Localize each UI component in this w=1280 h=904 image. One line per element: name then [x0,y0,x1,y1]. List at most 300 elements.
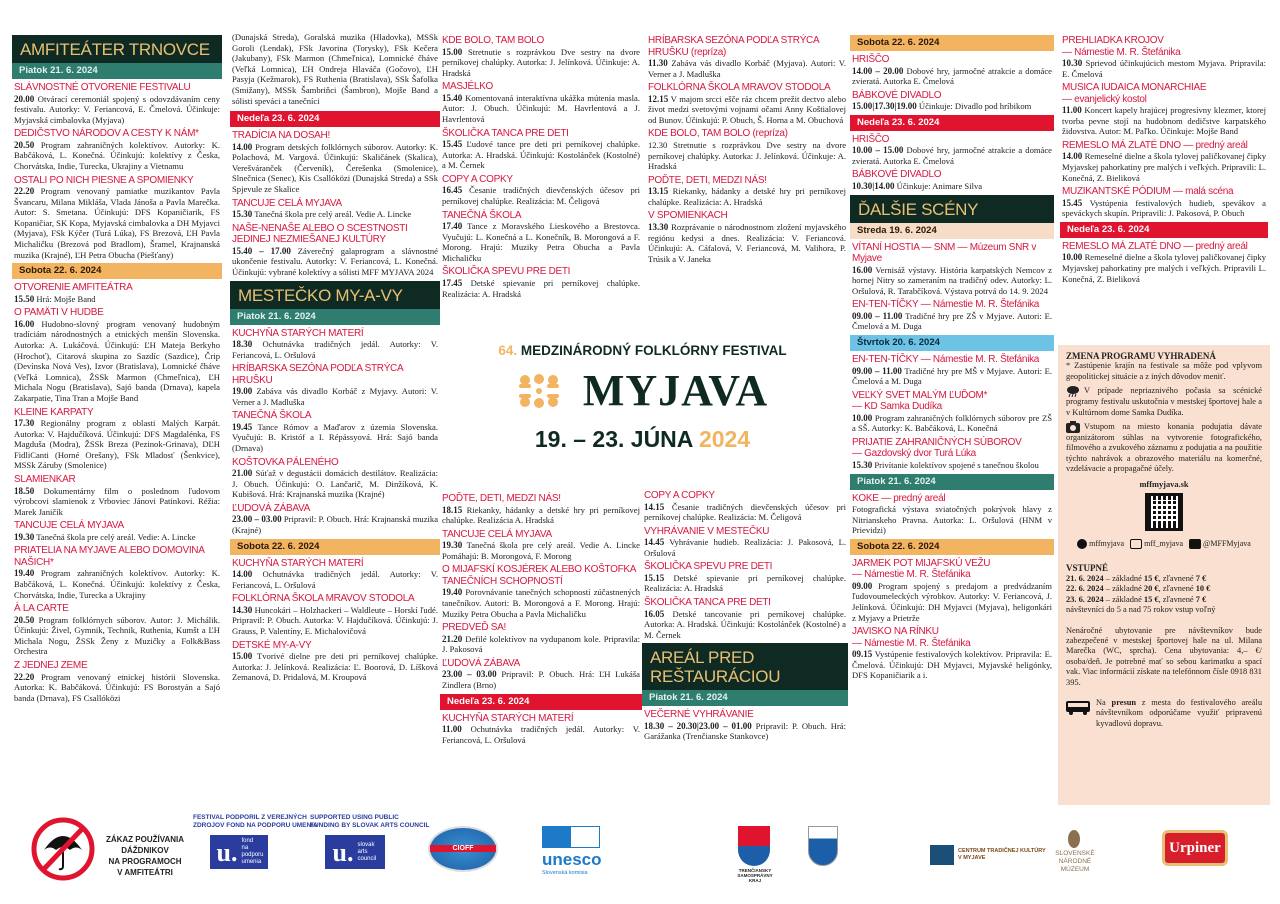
program-title-text: VEĽKÝ SVET MALÝM ĽUĎOM* [852,389,988,401]
program-time: 16.00 [14,318,35,329]
program-title-text: Z JEDNEJ ZEME [14,660,88,672]
info-title: ZMENA PROGRAMU VYHRADENÁ [1066,351,1216,361]
program-description [232,209,438,220]
program-text: Dobové hry, jarmočné atrakcie a domáce zvieratá. Autorka E. Čmelová [852,65,1052,87]
program-time: 23.00 – 03.00 [442,669,497,680]
program-description [14,94,220,126]
program-description [14,615,220,657]
program-item [440,493,642,526]
program-title-text: KUCHYŇA STARÝCH MATERÍ [232,327,364,339]
program-title [644,526,846,538]
program-title [1062,241,1266,253]
myjava-coat-of-arms [808,826,838,866]
program-title [852,134,1052,146]
program-description [14,486,220,518]
program-item [850,390,1054,434]
program-time: 15.15 [644,572,665,583]
program-time: 22.20 [14,671,35,682]
program-time: 09.15 [852,649,873,660]
program-description [644,502,846,523]
program-text: Vystúpenie festivalových kolektívov. Pripravila: E. Čmelová. Účinkujú: DH Myjavci, Myjavské heligónky, DFS Kopaničiarik a i. [852,649,1052,681]
ctk-logo-icon [930,845,954,865]
program-title [14,175,220,187]
no-umbrella-icon [30,816,96,882]
program-text: Huncokári – Holzhackeri – Waldleute – Horskí ľudé. Pripravil: P. Obuch. Autorka: V. Hajdučíková. Účinkujú: J. Grauss, P. Valentíny, E. Michalovičová [232,604,438,636]
day-bar: Štvrtok 20. 6. 2024 [850,335,1054,351]
day-bar: Sobota 22. 6. 2024 [230,539,440,555]
instagram-link[interactable]: mff_myjava [1130,539,1183,549]
program-time: 18.15 [442,504,463,515]
program-description [644,573,846,594]
program-time: 21.20 [442,633,463,644]
ticket-row [1066,584,1262,594]
program-title [644,490,846,502]
program-time: 15.45 [442,139,463,150]
program-time: 18.30 – 20.30|23.00 – 01.00 [644,720,752,731]
program-title [14,407,220,419]
ticket-label: , zľavnené [1158,573,1196,583]
program-title-text: ŠKOLIČKA TANCA PRE DETI [644,597,771,609]
program-title-text: MASJÉLKO [442,81,493,93]
program-title [648,128,846,140]
program-title-text: POĎTE, DETI, MEDZI NÁS! [442,493,561,504]
youtube-link[interactable]: @MFFMyjava [1189,539,1251,549]
program-item [230,328,440,361]
program-time: 11.30 [648,58,668,68]
program-text: Zabáva vás divadlo Korbáč (Myjava). Autori: V. Verner a J. Madluška [648,58,847,79]
program-description [852,413,1052,434]
program-text: Tradičné hry pre MŠ v Myjave. Autori: E. Čmelová a M. Duga [852,365,1052,387]
program-title [852,169,1052,181]
day-bar: Nedeľa 23. 6. 2024 [1060,222,1268,238]
program-title [232,640,438,652]
day-bar: Nedeľa 23. 6. 2024 [850,115,1054,131]
program-item [1060,140,1268,183]
program-item [440,210,642,264]
program-time: 16.05 [644,608,665,619]
bus-note: Na presun z mesta do festivalového areálu návštevníkom odporúčame využiť pripravenú kyvadlovú dopravu. [1066,698,1262,729]
program-item [850,437,1054,471]
program-title-text: TRADÍCIA NA DOSAH! [232,130,330,142]
program-title [442,622,640,634]
rain-cloud-icon [1066,385,1080,397]
program-text: Ochutnávka tradičných jedál. Autorky: V. Feriancová, L. Oršulová [232,569,438,590]
program-title [852,626,1052,649]
bus-icon [1066,701,1090,715]
program-item [850,354,1054,387]
program-venue: — Námestie M. R. Štefánika [920,299,1040,311]
day-bar: Piatok 21. 6. 2024 [850,474,1054,490]
info-box [1058,345,1270,805]
program-time: 16.00 [852,264,873,275]
program-text: Ochutnávka tradičných jedál. Autorky: V. Feriancová, L. Oršulová [442,724,640,745]
program-item [850,134,1054,167]
program-title-text: PRIJATIE ZAHRANIČNÝCH SÚBOROV [852,436,1022,448]
program-description [442,505,640,526]
program-item [850,169,1054,191]
day-bar: Sobota 22. 6. 2024 [12,263,222,279]
program-text: Detské tancovanie pri perníkovej chalúpke. Autorka: A. Hradská. Účinkujú: Kostolánček (Kostolné) a M. Černek [644,608,847,640]
program-text: Účinkuje: Divadlo pod hríbikom [918,101,1032,112]
program-title [648,82,846,94]
program-text: Remeselné dielne a škola tylovej paličkovanej čipky Myjavskej pahorkatiny pre malých i veľkých. Pripravili L. Konečná, Z. Bieliková [1062,252,1266,284]
program-text: Privítanie kolektívov spojené s tanečnou školou [874,459,1039,470]
program-title [1062,186,1266,198]
program-text: Pripravil: P. Obuch. Hrá: Garážanka (Trenčianske Stankovce) [644,720,846,742]
venue-header: AMFITEÁTER TRNOVCE [12,35,222,63]
program-description [648,186,846,207]
program-description [442,587,640,619]
facebook-icon [1077,539,1087,549]
program-item [646,210,848,264]
day-bar: Piatok 21. 6. 2024 [642,690,848,706]
program-description [14,186,220,260]
program-title-text: COPY A COPKY [644,490,715,501]
program-item [440,658,642,691]
program-description [232,422,438,454]
program-text: Remeselné dielne a škola tylovej paličkovanej čipky Myjavskej pahorkatiny pre malých i veľkých. Pripravili: L. Konečná, Z. Bieliková [1062,151,1266,183]
program-title-text: HRIŠČO [852,133,890,145]
program-item [642,709,848,742]
program-text: Dokumentárny film o poslednom ľudovom výrobcovi slamienok z Vrboviec Jánovi Patinkovi. Réžia: Marek Janičík [14,485,220,517]
program-title [232,130,438,142]
program-title [852,242,1052,265]
program-time: 19.30 [442,540,463,551]
program-item [230,130,440,194]
program-text: Vystúpenia festivalových hudieb, spevákov a speváckych skupín. Pripravili: J. Pakosová, P. Obuch [1062,197,1267,219]
program-time: 10.30|14.00 [852,180,895,191]
accommodation-note: Nenáročné ubytovanie pre návštevníkov bude zabezpečené v mestskej športovej hale na ul. Milana Marečka (WC, sprcha). Cena ubytovania: 4,– €/ osoba/deň. Je potrebné mať so sebou karimatku a spací vak. Viac informácií získate na telefónnom čísle 0918 831 395. [1066,625,1262,687]
program-title-text: HRIŠČO [852,54,890,65]
program-title-text: SLÁVNOSTNÉ OTVORENIE FESTIVALU [14,82,191,93]
program-item [230,558,440,591]
program-item [646,35,848,79]
program-item [12,603,222,657]
program-item [12,282,222,304]
program-time: 09.00 [852,580,873,591]
program-description [442,540,640,561]
day-bar: Streda 19. 6. 2024 [850,223,1054,239]
ticket-label: , zľavnené [1158,584,1196,594]
program-description [852,581,1052,623]
program-venue: — predný areál [1183,139,1248,151]
program-description [442,669,640,690]
program-item [1060,186,1268,219]
program-time: 14.30 [232,604,253,615]
program-description [648,58,846,79]
snm-logo: SLOVENSKÉ NÁRODNÉ MÚZEUM [1055,850,1095,873]
program-title-text: EN-TEN-TÍČKY [852,299,919,311]
program-text: Česanie tradičných dievčenských účesov pri perníkovej chalúpke. Realizácia: M. Čeligová [644,501,846,523]
program-title-text: TANCUJE CELÁ MYJAVA [232,197,342,209]
program-time: 11.00 [442,724,462,735]
program-title [232,328,438,340]
program-title [232,223,438,246]
program-description [852,504,1052,536]
program-title-text: JARMEK POT MIJAFSKÚ VEŽU [852,557,991,569]
program-item [230,223,440,278]
program-title [232,363,438,386]
program-title [648,210,846,222]
program-time: 14.00 [232,569,253,580]
program-venue: — Námestie M. R. Štefánika [920,354,1040,366]
program-time: 14.00 [1062,151,1083,162]
facebook-link[interactable]: mffmyjava [1077,539,1124,549]
program-text: Otvárací ceremoniál spojený s odovzdávaním ceny festivalu. Autorky: V. Feriancová, E. Čmelová. Účinkuje: Myjavská cimbalovka (Myjava) [14,93,220,125]
cioff-logo: CIOFF [428,826,498,872]
sponsors-footer: ZÁKAZ POUŽÍVANIA DÁŽDNIKOV NA PROGRAMOCH V AMFITEÁTRI FESTIVAL PODPORIL Z VEREJNÝCH ZDROJOV FOND NA PODPORU UMENIA u. fond na podporu umenia SUPPORTED USING PUBLIC FUNDING BY SLOVAK ARTS COUNCIL u. slovak arts council CIOFF unesco Slovenská komisia TRENČIANSKY SAMOSPRÁVNY KRAJ CENTRUM TRADIČNEJ KULTÚRY V MYJAVE SLOVENSKÉ NÁRODNÉ MÚZEUM Urpiner [0,812,1280,904]
program-title-text: V SPOMIENKACH [648,210,728,222]
program-time: 15.30 [232,209,253,220]
umbrella-notice: ZÁKAZ POUŽÍVANIA DÁŽDNIKOV NA PROGRAMOCH V AMFITEÁTRI [105,835,185,877]
program-text: Hrá: Mojše Band [36,293,96,304]
program-description [232,651,438,683]
asterisk-note: * Zastúpenie krajín na festivale sa môže pod vplyvom geopolitickej situácie a z iných dôvodov meniť. [1066,361,1262,381]
program-title [852,558,1052,581]
program-time: 21.00 [232,468,253,479]
ticket-prices [1066,574,1262,605]
program-item [850,242,1054,297]
program-text: Program venovaný etnickej histórii Slovenska. Autorka: K. Babčáková. Účinkujú: FS Borostyán a Sajó banda (Drnava), FS Csallóközi [14,671,220,703]
program-title-text: FOLKLÓRNA ŠKOLA MRAVOV STODOLA [232,593,415,605]
program-text: Koncert kapely hrajúcej progresívny klezmer, ktorej tvorba pevne stojí na hudobnom dedičstve karpatského židovstva. Autor: M. Paľko. Účinkuje: Mojše Band [1062,105,1267,137]
program-title-text: PREHLIADKA KROJOV [1062,35,1164,46]
program-description [232,386,438,407]
program-description [14,140,220,172]
program-text: Tance Rómov a Maďarov z územia Slovenska. Vyučujú: B. Kristóf a I. Répássyová. Hrá: Sajó banda (Drnava) [232,421,438,454]
ticket-date: 22. 6. 2024 [1066,584,1104,594]
ticket-full-price: 15 € [1143,573,1159,583]
program-title-text: TANCUJE CELÁ MYJAVA [442,528,552,540]
program-venue: — Námestie M. R. Štefánika [1062,46,1181,58]
program-description [232,142,438,195]
program-item [12,128,222,171]
program-title [852,437,1052,460]
program-title-text: O MIJAFSKÍ KOSJÉREK ALEBO KOŠTOFKA TANEČNÍCH SCHOPNOSTÍ [442,564,636,587]
program-description [442,634,640,655]
program-text: Porovnávanie tanečných schopností zúčastnených tanečníkov. Autori: B. Morongová a F. Morong. Hrajú: Muziky Petra Obucha a Pavla Michaličku [442,587,640,619]
program-time: 09.00 – 11.00 [852,310,903,321]
weather-note: V prípade nepriaznivého počasia sa scénické programy festivalu uskutočnia v mestskej športovej hale a v Kultúrnom dome Samka Dudíka. [1066,386,1262,417]
sac-caption: SUPPORTED USING PUBLIC FUNDING BY SLOVAK ARTS COUNCIL [310,814,430,829]
festival-banner [440,340,845,490]
program-text: Účinkuje: Animare Silva [896,180,983,191]
program-item [850,558,1054,623]
program-description [852,649,1052,681]
day-bar: Piatok 21. 6. 2024 [230,309,440,325]
ticket-reduced-price: 7 € [1195,594,1207,604]
program-time: 09.00 – 11.00 [852,365,902,376]
program-title [1062,140,1266,152]
program-text: Program zahraničných kolektívov. Autorky: K. Babčáková, L. Konečná. Účinkujú: kolektívy z Česka, Chorvátska, Indie, Turecka a Ukrajiny [14,568,220,600]
program-description [442,47,640,79]
program-venue: — evanjelický kostol [1062,93,1147,105]
program-title [14,660,220,672]
program-item [850,299,1054,332]
website-link[interactable]: mffmyjava.sk [1139,479,1189,489]
program-time: 17.45 [442,277,463,288]
program-text: Pripravil: P. Obuch. Hrá: ĽH Lukáša Zindlera (Brno) [442,669,640,690]
program-title [14,474,220,486]
program-text: Detské spievanie pri perníkovej chalúpke. Realizácia: A. Hradská [442,277,641,299]
program-description [14,294,220,305]
program-title-text: HRÍBARSKA SEZÓNA PODĽA STRÝCA HRUŠKU [648,35,819,58]
program-title [644,597,846,609]
unesco-logo: unesco [542,850,602,869]
column-amfiteater-cont-mestecko [230,32,440,686]
program-description [14,568,220,600]
program-time: 19.40 [14,568,35,579]
program-title [14,520,220,532]
program-item [850,54,1054,87]
program-item [850,626,1054,681]
program-text: Program venovaný pamiatke muzikantov Pavla Švancaru, Milana Mikláša, Vlada Jánoša a Pavla Marečka. Autor: S. Smetana. Účinkujú: DFS Kopaničiarik, FS Kopaničiar, SK Kopa, Myjavská cimbalovka a DH Myjavci (Myjava), FSk Kýčer (Turá Lúka), FS Brezová, ĽH Pavla Michaličku (Brezová pod Bradlom), Šramel, Krajnanská muzika (Krajné), ĽH Petra Obucha (Piešťany) [14,186,221,260]
program-item [230,593,440,636]
program-description [644,609,846,641]
program-title-text: ŠKOLIČKA SPEVU PRE DETI [644,561,773,573]
program-text: Zabáva vás divadlo Korbáč z Myjavy. Autori: V. Verner a J. Madluška [232,386,438,407]
program-description [1062,151,1266,183]
program-title [648,35,846,58]
program-time: 20.00 [14,93,35,104]
program-title-text: KUCHYŇA STARÝCH MATERÍ [442,712,574,724]
program-time: 15.50 [14,293,35,304]
program-title-text: KUCHYŇA STARÝCH MATERÍ [232,557,364,569]
folk-ornament-icon [517,372,561,410]
program-text: Stretnutie s rozprávkou Dve sestry na dvore perníkovej chalúpky. Autorka: J. Jelínková. Účinkuje: A. Hradská [442,46,640,78]
program-title-text: BÁBKOVÉ DIVADLO [852,169,942,181]
instagram-icon [1130,539,1142,549]
program-description [232,514,438,535]
program-time: 12.15 [648,93,669,104]
program-time: 16.45 [442,185,463,196]
program-text: Tanečná škola pre celý areál. Vedie A. Lincke [254,209,412,220]
program-item [12,175,222,261]
program-title-text: KLEINE KARPATY [14,406,94,418]
program-description [14,672,220,704]
day-bar: Piatok 21. 6. 2024 [12,63,222,79]
program-description [232,468,438,500]
program-title-text: MUZIKANTSKÉ PÓDIUM [1062,186,1171,198]
program-text: Program detských folklórnych súborov. Autorky: K. Polachová, M. Vargová. Účinkujú: Skaličánek (Skalica), Verešváranček (Červeník), Čerešenka (Smolenice), Slnečnica (Senec), Kis Csallóközi (Dunajská Streda) a SSk Spjevule ze Skalice [232,141,438,195]
program-title-text: KDE BOLO, TAM BOLO [442,35,545,46]
program-item [642,526,848,559]
day-bar: Sobota 22. 6. 2024 [850,539,1054,555]
column-mestecko-sun-a [646,35,848,267]
program-description [648,140,846,172]
program-title [852,90,1052,102]
program-text: Dobové hry, jarmočné atrakcie a domáce zvieratá. Autorka E. Čmelová [852,145,1052,166]
program-description [232,605,438,637]
program-item [440,564,642,619]
program-time: 14.00 [232,141,253,152]
program-item [230,363,440,407]
program-text: Program folklórnych súborov. Autor: J. Michálik. Účinkujú: Živel, Gymnik, Technik, Ruthenia, Kumšt a ĽH Michala Nogu, ŽSSk Ženy z Muzičky a Folk&Bass Orchestra [14,614,220,657]
program-description [14,532,220,543]
program-description [852,460,1052,471]
program-description [852,101,1052,112]
program-text: Program zahraničných kolektívov. Autorky: K. Babčáková, L. Konečná. Účinkujú: kolektívy z Česka, Chorvátska, Indie, Turecka, Ukrajiny a Vietnamu [14,139,220,171]
program-description [1062,105,1266,137]
ticket-label: , zľavnené [1158,594,1196,604]
program-text: Súťaž v degustácii domácich destilátov. Realizácia: J. Obuch. Účinkujú: O. Lančarič, M. Dinžíková, K. Kubišová. Hrá: Krajnanská muzika (Krajné) [232,468,438,500]
program-item [850,90,1054,112]
program-item [646,128,848,171]
program-title-text: O PAMÄTI V HUDBE [14,307,104,319]
program-time: 15.00 [232,651,253,662]
program-title [232,457,438,469]
camera-icon [1066,421,1080,433]
continued-text: (Dunajská Streda), Goralská muzika (Hladovka), MSSk Goroli (Lendak), FSk Javorina (Torysky), FSk Kečera (Jakubany), FSk Marmon (Chmeľnica), Lomnické čháve (Veľká Lomnica), ĽH Ondreja Hlaváča (Gočovo), ĽH Pasyja (Kežmarok), FS Ruthenia (Bratislava), SSk Šafolka (Smižany), MSSk Šambriňci (Šambron), Mojše Band a sólisti speváci a tanečníci [232,32,438,106]
program-title-text: ĽUDOVÁ ZÁBAVA [442,657,520,669]
program-text: Komentovaná interaktívna ukážka mútenia masla. Autor: J. Obuch. Účinkujú: M. Havrlentová a J. Havrlentová [442,92,640,124]
ticket-row [1066,574,1262,584]
program-item [230,198,440,220]
ticket-label: – základné [1103,594,1144,604]
program-time: 14.00 – 20.00 [852,65,904,76]
program-text: Pripravil: P. Obuch. Hrá: Krajnanská muzika (Krajné) [232,514,439,536]
program-title [14,82,220,94]
program-title [442,174,640,186]
program-item [230,640,440,683]
program-description [232,246,438,278]
program-title [442,35,640,47]
program-title [14,128,220,140]
program-title [442,266,640,278]
program-item [12,545,222,600]
program-text: Ľudové tance pre deti pri perníkovej chalúpke. Autorka: A. Hradská. Účinkujú: Kostolánček (Kostolné) a M. Černek [442,139,640,171]
program-time: 12.30 [648,139,668,150]
ticket-reduced-price: 7 € [1195,573,1207,583]
venue-header: MESTEČKO MY-A-VY [230,281,440,309]
column-mestecko-sat-a [440,35,642,302]
program-title [14,603,220,615]
program-time: 22.20 [14,186,35,197]
program-item [12,82,222,125]
program-title [442,529,640,541]
program-item [230,410,440,453]
program-text: Česanie tradičných dievčenských účesov pri perníkovej chalúpke. Realizácia: M. Čeligová [442,185,640,206]
program-title-text: DETSKÉ MY-A-VY [232,639,312,651]
program-text: Detské spievanie pri perníkovej chalúpke. Realizácia: A. Hradská [644,572,847,594]
ticket-label: – základné [1103,584,1144,594]
program-time: 14.15 [644,501,665,512]
program-item [646,82,848,125]
program-item [440,266,642,299]
program-text: Vernisáž výstavy. História karpatských Nemcov z hornej Nitry so zameraním na tradičný odev. Autorky: L. Oršulová, R. Tarabčíková. Výstava potrvá do 14. 9. 2024 [852,264,1052,296]
program-title-text: COPY A COPKY [442,173,513,185]
program-item [440,35,642,78]
program-time: 10.30 [1062,58,1083,68]
free-entry-note: návštevníci do 5 a nad 75 rokov vstup voľný [1066,605,1216,615]
program-title-text: TANEČNÁ ŠKOLA [232,410,312,422]
program-venue: — Námestie M. R. Štefánika [852,637,971,649]
program-title-text: TANCUJE CELÁ MYJAVA [14,520,124,532]
ctk-logo: CENTRUM TRADIČNEJ KULTÚRY V MYJAVE [958,848,1046,861]
program-title-text: EN-TEN-TÍČKY [852,354,919,366]
program-time: 15.45 [1062,197,1083,208]
program-time: 23.00 – 03.00 [232,514,282,525]
program-time: 20.50 [14,614,35,625]
program-item [440,713,642,746]
venue-header: ĎALŠIE SCÉNY [850,195,1054,223]
program-item [642,561,848,594]
snm-logo-icon [1068,830,1080,848]
program-description [648,222,846,264]
program-item [642,597,848,640]
program-venue: — predný areál [881,492,946,504]
program-item [440,529,642,562]
